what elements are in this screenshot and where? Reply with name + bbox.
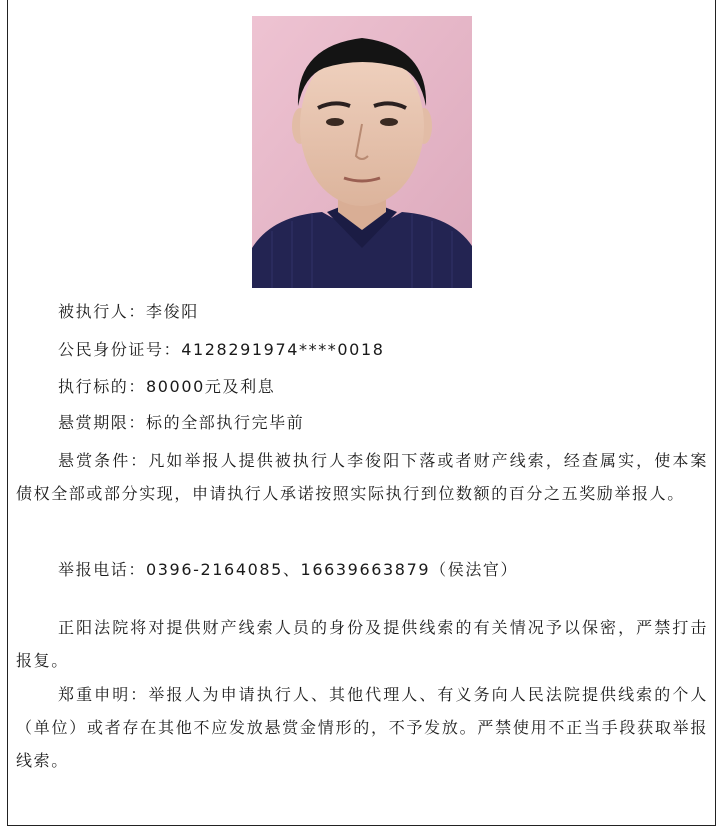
person-name: 被执行人：李俊阳 xyxy=(58,302,199,321)
person-photo xyxy=(252,16,472,288)
confidentiality-notice: 正阳法院将对提供财产线索人员的身份及提供线索的有关情况予以保密，严禁打击报复。 xyxy=(16,618,708,670)
id-number: 公民身份证号：4128291974****0018 xyxy=(58,340,385,359)
reward-conditions: 悬赏条件：凡如举报人提供被执行人李俊阳下落或者财产线索，经查属实，使本案债权全部或部分实现，申请执行人承诺按照实际执行到位数额的百分之五奖励举报人。 xyxy=(16,451,708,503)
report-phone: 举报电话：0396-2164085、16639663879（侯法官） xyxy=(58,560,519,579)
solemn-declaration: 郑重申明：举报人为申请执行人、其他代理人、有义务向人民法院提供线索的个人（单位）或者存在其他不应发放悬赏金情形的，不予发放。严禁使用不正当手段获取举报线索。 xyxy=(16,685,708,770)
execution-target: 执行标的：80000元及利息 xyxy=(58,377,276,396)
reward-period: 悬赏期限：标的全部执行完毕前 xyxy=(58,413,305,432)
